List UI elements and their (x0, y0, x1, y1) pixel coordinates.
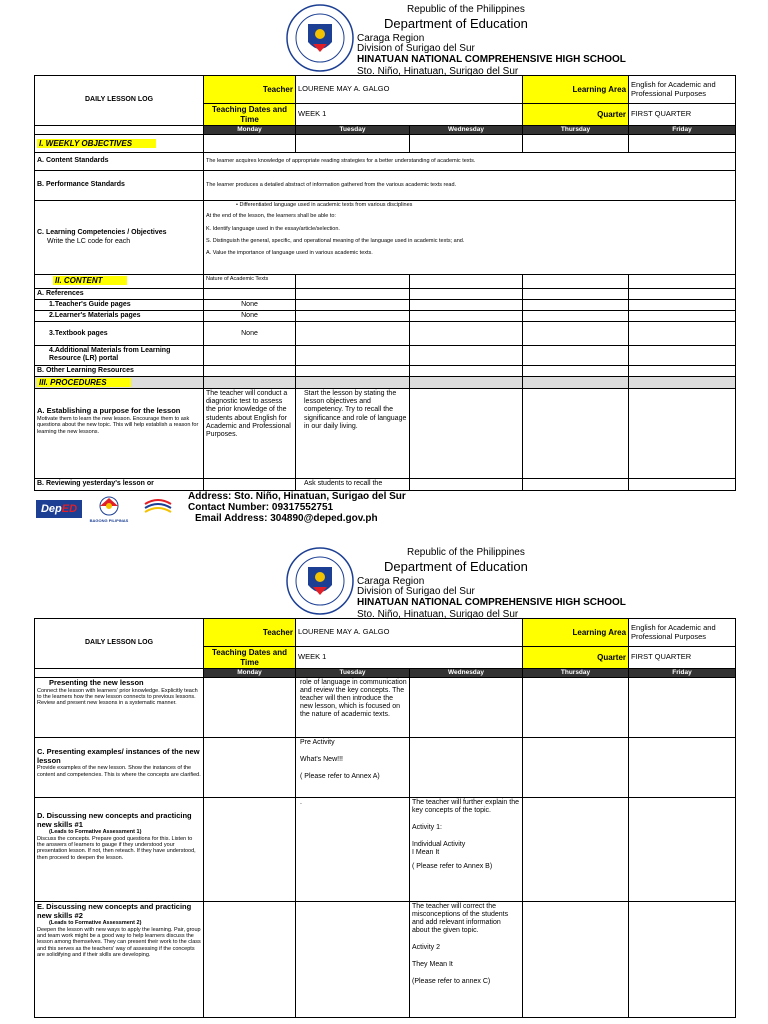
content-standards-value: The learner acquires knowledge of appropriate reading strategies for a better understanding of academic texts. (204, 153, 736, 171)
bagong-pilipinas-logo (89, 496, 129, 524)
day-friday: Friday (629, 669, 736, 678)
school-name: HINATUAN NATIONAL COMPREHENSIVE HIGH SCHOOL (357, 54, 626, 65)
competency-line: A. Value the importance of language used in various academic texts. (206, 250, 373, 257)
day-header-row (35, 126, 736, 135)
examples-label: C. Presenting examples/ instances of the new lesson (37, 747, 200, 765)
daily-lesson-log-title: DAILY LESSON LOG (35, 619, 204, 669)
purpose-desc: Motivate them to learn the new lesson. Encourage them to ask questions about the new topic. This will help establish a reason for learning the new lessons. (37, 416, 199, 435)
teaching-dates-value: WEEK 1 (296, 647, 523, 669)
presenting-label: Presenting the new lesson (49, 678, 144, 687)
quarter-value: FIRST QUARTER (629, 647, 736, 669)
flag-emblem-logo (143, 496, 173, 518)
day-monday: Monday (204, 669, 296, 678)
teacher-value: LOURENE MAY A. GALGO (296, 619, 523, 647)
teachers-guide-label: 1.Teacher's Guide pages (35, 300, 204, 311)
purpose-tuesday: Start the lesson by stating the lesson objectives and competency. Try to recall the significance and role of language in our daily living. (296, 389, 410, 479)
discuss2-desc: Deepen the lesson with new ways to apply the learning. Pair, group and team work might be a good way to help learners discuss the lesson among themselves. They can present their work to the class and this serves as the teachers' way of assessing if the concepts are solidifying and if their skills are developing. (37, 926, 201, 958)
department-label: Department of Education (384, 16, 528, 31)
deped-logo: DepED (36, 500, 82, 518)
teacher-label: Teacher (204, 76, 296, 104)
examples-tuesday: Pre Activity What's New!!! ( Please refer to Annex A) (296, 738, 410, 798)
discuss2-wednesday: The teacher will correct the misconceptions of the students and add relevant information about the given topic. Activity 2 They Mean It (Please refer to annex C) (410, 902, 523, 1018)
header (0, 0, 768, 77)
discuss1-label: D. Discussing new concepts and practicing new skills #1 (37, 811, 192, 829)
examples-desc: Provide examples of the new lesson. Show the instances of the content and competencies. This is where the concepts are clarified. (37, 765, 201, 778)
division-label: Division of Surigao del Sur (357, 43, 475, 54)
content-heading: II. CONTENT (35, 275, 204, 289)
lesson-log-table (34, 75, 736, 491)
purpose-monday: The teacher will conduct a diagnostic test to assess the prior knowledge of the students about English for Academic and Professional Purposes. (204, 389, 296, 479)
footer-email: Email Address: 304890@deped.gov.ph (195, 513, 378, 524)
learning-area-value: English for Academic and Professional Purposes (629, 76, 736, 104)
footer (0, 490, 768, 530)
textbook-value: None (204, 322, 296, 346)
division-label: Division of Surigao del Sur (357, 586, 475, 597)
competency-line: At the end of the lesson, the learners shall be able to: (206, 213, 336, 220)
competency-line: S. Distinguish the general, specific, and operational meaning of the language used in academic texts; and. (206, 237, 465, 244)
competency-bullet: • Differentiated language used in academic texts from various disciplines (236, 202, 413, 208)
other-resources-label: B. Other Learning Resources (35, 366, 204, 377)
presenting-cell (35, 678, 204, 738)
deped-seal-logo (286, 4, 354, 72)
day-monday: Monday (204, 126, 296, 135)
references-label: A. References (35, 289, 204, 300)
region-label: Caraga Region (357, 576, 425, 587)
footer-contact: Contact Number: 09317552751 (188, 502, 334, 513)
discuss2-label: E. Discussing new concepts and practicing new skills #2 (37, 902, 192, 920)
day-thursday: Thursday (523, 669, 629, 678)
daily-lesson-log-title: DAILY LESSON LOG (35, 76, 204, 126)
presenting-tuesday: role of language in communication and review the key concepts. The teacher will then introduce the new lesson, which is focused on the nature of academic texts. (296, 678, 410, 738)
quarter-label: Quarter (523, 647, 629, 669)
purpose-cell (35, 389, 204, 479)
discuss1-tuesday: . (296, 798, 410, 902)
teaching-dates-value: WEEK 1 (296, 104, 523, 126)
discuss1-wednesday: The teacher will further explain the key concepts of the topic. Activity 1: Individual Activity I Mean It ( Please refer to Annex B) (410, 798, 523, 902)
teaching-dates-label: Teaching Dates and Time (204, 104, 296, 126)
department-label: Department of Education (384, 559, 528, 574)
content-standards-label: A. Content Standards (35, 153, 204, 171)
learning-area-value: English for Academic and Professional Purposes (629, 619, 736, 647)
learners-materials-label: 2.Learner's Materials pages (35, 311, 204, 322)
page-2 (0, 543, 768, 1024)
presenting-desc: Connect the lesson with learners' prior knowledge. Explicitly teach to the learners how the new lesson connects to previous lessons. Review and present new lessons in a systematic manner. (37, 687, 198, 707)
performance-standards-label: B. Performance Standards (35, 171, 204, 201)
day-thursday: Thursday (523, 126, 629, 135)
header (0, 543, 768, 620)
reviewing-tuesday: Ask students to recall the (296, 479, 410, 491)
school-name: HINATUAN NATIONAL COMPREHENSIVE HIGH SCHOOL (357, 597, 626, 608)
footer-address: Address: Sto. Niño, Hinatuan, Surigao del Sur (188, 491, 406, 502)
examples-cell (35, 738, 204, 798)
teacher-value: LOURENE MAY A. GALGO (296, 76, 523, 104)
deped-seal-logo (286, 547, 354, 615)
discuss2-sub: (Leads to Formative Assessment 2) (49, 920, 142, 927)
weekly-objectives-heading: I. WEEKLY OBJECTIVES (35, 135, 204, 153)
textbook-label: 3.Textbook pages (35, 322, 204, 346)
republic-label: Republic of the Philippines (407, 547, 525, 558)
day-friday: Friday (629, 126, 736, 135)
purpose-label: A. Establishing a purpose for the lesson (37, 406, 181, 416)
learning-competencies-sub: Write the LC code for each (47, 237, 131, 245)
discuss1-desc: Discuss the concepts. Prepare good questions for this. Listen to the answers of learners to gauge if they understood your presentation lesson. If not, then reteach. If they have understood, then proceed to deepen the lesson. (37, 835, 196, 861)
discuss2-cell (35, 902, 204, 1018)
school-address: Sto. Niño, Hinatuan, Surigao del Sur (357, 609, 519, 620)
day-wednesday: Wednesday (410, 669, 523, 678)
learning-competencies-value (204, 201, 736, 275)
competency-line: K. Identify language used in the essay/article/selection. (206, 225, 340, 232)
learning-area-label: Learning Area (523, 76, 629, 104)
performance-standards-value: The learner produces a detailed abstract of information gathered from the various academic texts read. (204, 171, 736, 201)
lesson-log-table (34, 618, 736, 1018)
teachers-guide-value: None (204, 300, 296, 311)
discuss1-sub: (Leads to Formative Assessment 1) (49, 829, 142, 836)
learning-competencies-cell (35, 201, 204, 275)
republic-label: Republic of the Philippines (407, 4, 525, 15)
quarter-label: Quarter (523, 104, 629, 126)
quarter-value: FIRST QUARTER (629, 104, 736, 126)
content-value: Nature of Academic Texts (204, 275, 296, 289)
learning-competencies-label: C. Learning Competencies / Objectives (37, 229, 167, 237)
day-wednesday: Wednesday (410, 126, 523, 135)
teaching-dates-label: Teaching Dates and Time (204, 647, 296, 669)
additional-materials-label: 4.Additional Materials from Learning Resource (LR) portal (35, 346, 204, 366)
procedures-heading: III. PROCEDURES (35, 377, 204, 389)
day-tuesday: Tuesday (296, 126, 410, 135)
day-tuesday: Tuesday (296, 669, 410, 678)
region-label: Caraga Region (357, 33, 425, 44)
learning-area-label: Learning Area (523, 619, 629, 647)
school-address: Sto. Niño, Hinatuan, Surigao del Sur (357, 66, 519, 77)
discuss1-cell (35, 798, 204, 902)
teacher-label: Teacher (204, 619, 296, 647)
learners-materials-value: None (204, 311, 296, 322)
reviewing-label: B. Reviewing yesterday's lesson or (35, 479, 204, 491)
day-header-row (35, 669, 736, 678)
ph-logo-text: BAGONG PILIPINAS (89, 518, 129, 523)
